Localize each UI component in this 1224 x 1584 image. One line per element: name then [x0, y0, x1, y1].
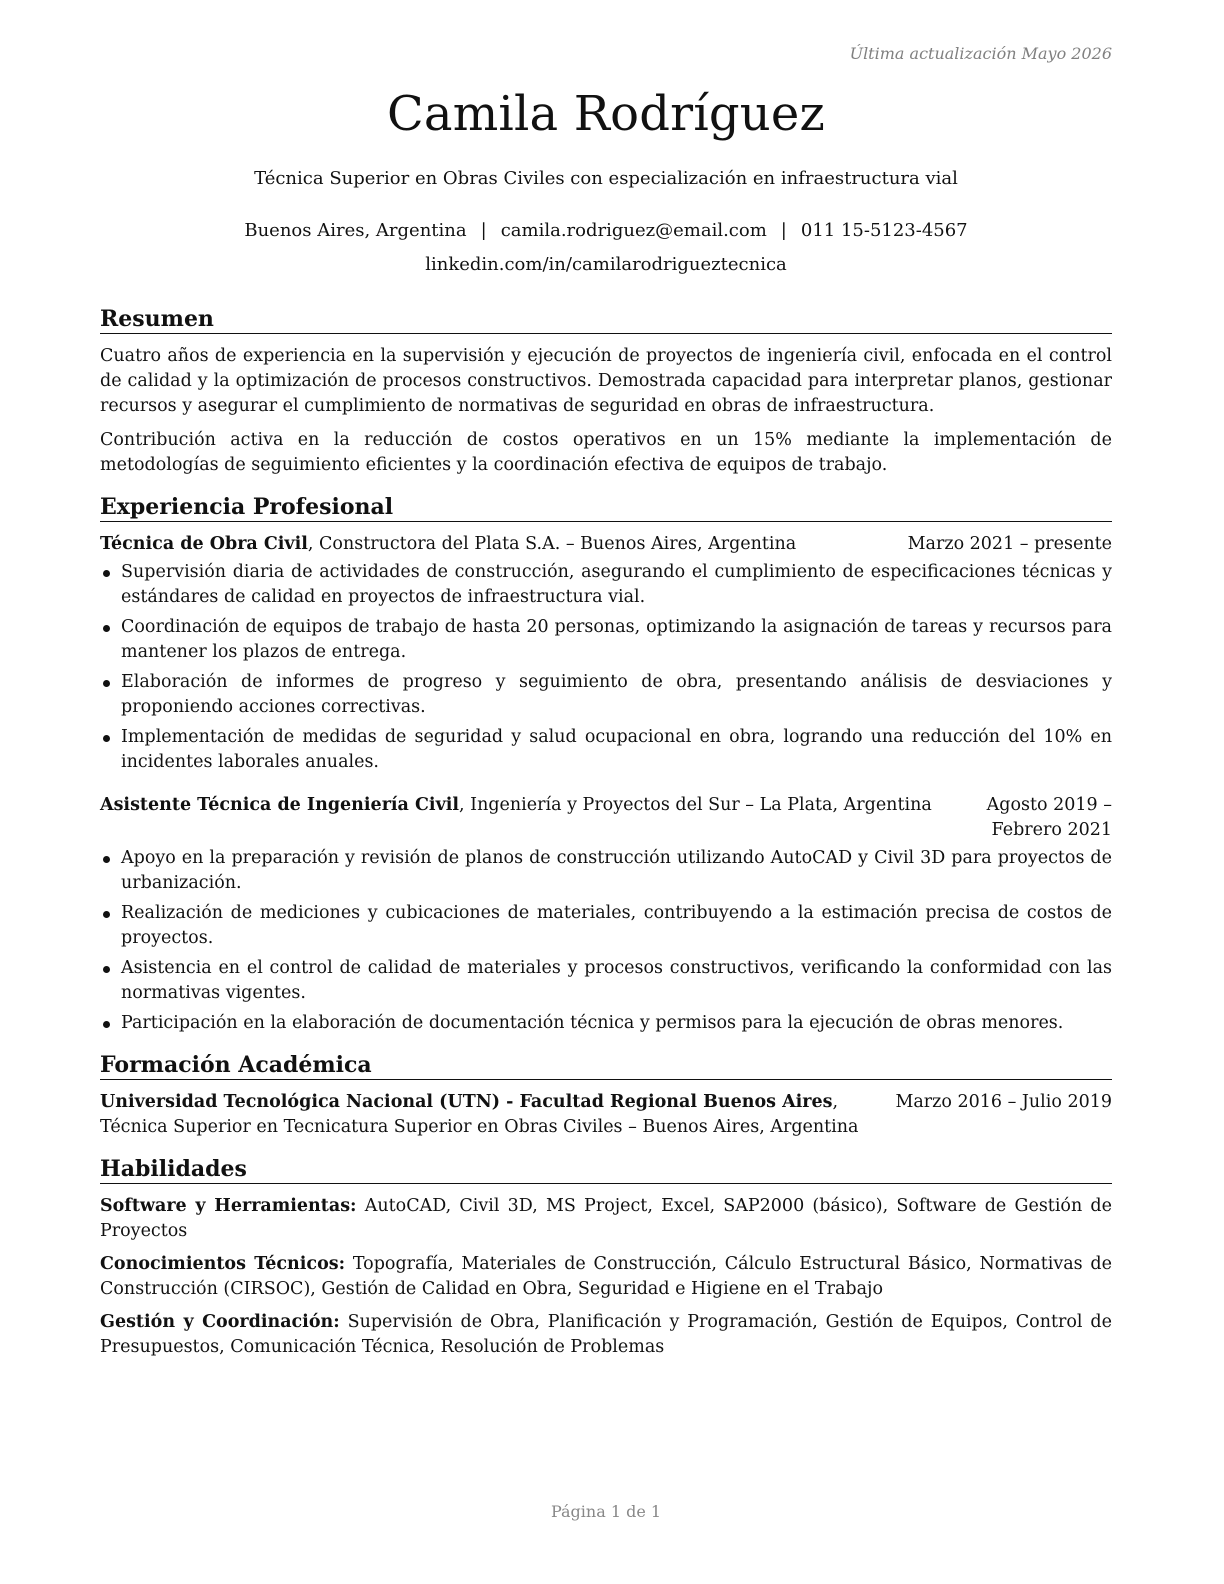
job-role: Asistente Técnica de Ingeniería Civil	[100, 795, 460, 815]
list-item: Elaboración de informes de progreso y seguimiento de obra, presentando análisis de desviaciones y proponiendo acciones correctivas.	[100, 670, 1112, 720]
phone: 011 15-5123-4567	[800, 220, 968, 241]
job-organization: , Constructora del Plata S.A. – Buenos Aires, Argentina	[307, 534, 797, 554]
job-dates: Agosto 2019 – Febrero 2021	[986, 795, 1112, 840]
job-header	[100, 532, 1112, 557]
section-title-skills: Habilidades	[100, 1156, 1112, 1184]
section-title-summary: Resumen	[100, 306, 1112, 334]
job-role: Técnica de Obra Civil	[100, 534, 308, 554]
list-item: Asistencia en el control de calidad de materiales y procesos constructivos, verificando la conformidad con las normativas vigentes.	[100, 956, 1112, 1006]
education-text	[100, 1090, 875, 1140]
section-title-experience: Experiencia Profesional	[100, 494, 1112, 522]
experience-section	[100, 494, 1112, 1036]
list-item: Participación en la elaboración de documentación técnica y permisos para la ejecución de obras menores.	[100, 1011, 1112, 1036]
skill-row	[100, 1252, 1112, 1302]
education-section	[100, 1052, 1112, 1140]
email-link[interactable]: camila.rodriguez@email.com	[500, 220, 767, 241]
professional-title: Técnica Superior en Obras Civiles con especialización en infraestructura vial	[254, 168, 958, 189]
skill-label: Software y Herramientas:	[100, 1196, 357, 1216]
skill-row	[100, 1310, 1112, 1360]
list-item: Coordinación de equipos de trabajo de hasta 20 personas, optimizando la asignación de tareas y recursos para mantener los plazos de entrega.	[100, 615, 1112, 665]
skill-values: AutoCAD, Civil 3D, MS Project, Excel, SAP2000 (básico), Software de Gestión de Proyectos	[100, 1196, 1112, 1241]
skill-label: Conocimientos Técnicos:	[100, 1254, 346, 1274]
job-entry	[100, 793, 1112, 1036]
job-title-line	[100, 532, 908, 557]
list-item: Supervisión diaria de actividades de construcción, asegurando el cumplimiento de especificaciones técnicas y estándares de calidad en proyectos de infraestructura vial.	[100, 560, 1112, 610]
resume-content	[100, 306, 1112, 1368]
summary-section	[100, 306, 1112, 478]
last-updated: Última actualización Mayo 2026	[849, 44, 1112, 63]
page-number: Página 1 de 1	[550, 1502, 662, 1521]
linkedin-link[interactable]: linkedin.com/in/camilarodrigueztecnica	[425, 254, 787, 275]
resume-page	[100, 0, 1112, 1584]
job-header	[100, 793, 1112, 843]
list-item: Implementación de medidas de seguridad y salud ocupacional en obra, logrando una reducción del 10% en incidentes laborales anuales.	[100, 725, 1112, 775]
separator: |	[780, 220, 787, 241]
section-title-education: Formación Académica	[100, 1052, 1112, 1080]
job-entry	[100, 532, 1112, 775]
job-bullets	[100, 846, 1112, 1036]
skill-label: Gestión y Coordinación:	[100, 1312, 340, 1332]
list-item: Realización de mediciones y cubicaciones de materiales, contribuyendo a la estimación precisa de costos de proyectos.	[100, 901, 1112, 951]
skill-values: Topografía, Materiales de Construcción, Cálculo Estructural Básico, Normativas de Construcción (CIRSOC), Gestión de Calidad en Obra, Seguridad e Higiene en el Trabajo	[100, 1254, 1112, 1299]
candidate-name: Camila Rodríguez	[386, 86, 826, 142]
job-dates: Marzo 2021 – presente	[907, 534, 1112, 554]
separator: |	[480, 220, 487, 241]
skill-values: Supervisión de Obra, Planificación y Programación, Gestión de Equipos, Control de Presupuestos, Comunicación Técnica, Resolución de Problemas	[100, 1312, 1112, 1357]
skills-section	[100, 1156, 1112, 1360]
job-organization: , Ingeniería y Proyectos del Sur – La Plata, Argentina	[459, 795, 932, 815]
education-entry	[100, 1090, 1112, 1140]
summary-paragraph: Contribución activa en la reducción de costos operativos en un 15% mediante la implementación de metodologías de seguimiento eficientes y la coordinación efectiva de equipos de trabajo.	[100, 430, 1112, 475]
summary-paragraph: Cuatro años de experiencia en la supervisión y ejecución de proyectos de ingeniería civil, enfocada en el control de calidad y la optimización de procesos constructivos. Demostrada capacidad para interpretar planos, gestionar recursos y asegurar el cumplimiento de normativas de seguridad en obras de infraestructura.	[100, 346, 1112, 416]
skill-row	[100, 1194, 1112, 1244]
location: Buenos Aires, Argentina	[244, 220, 467, 241]
job-title-line	[100, 793, 938, 818]
school-name: Universidad Tecnológica Nacional (UTN) - Facultad Regional Buenos Aires	[100, 1092, 833, 1112]
job-bullets	[100, 560, 1112, 775]
list-item: Apoyo en la preparación y revisión de planos de construcción utilizando AutoCAD y Civil 3D para proyectos de urbanización.	[100, 846, 1112, 896]
education-dates: Marzo 2016 – Julio 2019	[895, 1092, 1112, 1112]
contact-line	[100, 220, 1112, 241]
degree: , Técnica Superior en Tecnicatura Superior en Obras Civiles – Buenos Aires, Argentina	[100, 1092, 859, 1137]
